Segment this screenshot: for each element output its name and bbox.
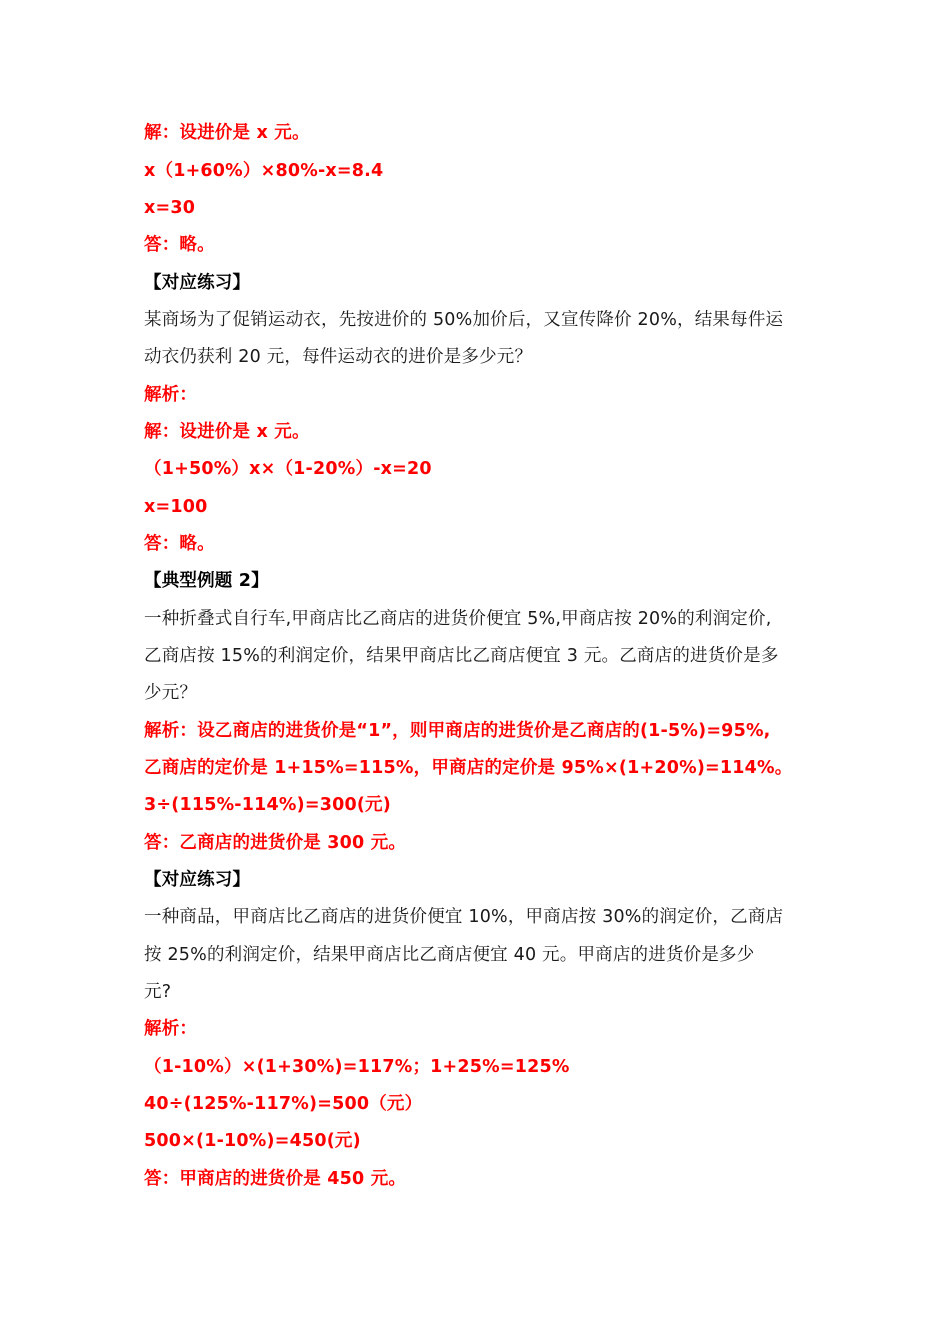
answer-line: 答：乙商店的进货价是 300 元。: [144, 833, 407, 853]
section-heading: 【对应练习】: [144, 273, 251, 293]
analysis-line: 乙商店的定价是 1+15%=115%，甲商店的定价是 95%×(1+20%)=114%。: [144, 758, 793, 778]
equation-line: 500×(1-10%)=450(元): [144, 1131, 361, 1151]
problem-text: 元?: [144, 982, 172, 1002]
problem-text: 按 25%的利润定价，结果甲商店比乙商店便宜 40 元。甲商店的进货价是多少: [144, 945, 755, 965]
result-line: x=30: [144, 198, 196, 218]
analysis-label: 解析：: [144, 1019, 198, 1039]
answer-line: 答：甲商店的进货价是 450 元。: [144, 1169, 407, 1189]
section-heading: 【典型例题 2】: [144, 571, 269, 591]
solution-line: 解：设进价是 x 元。: [144, 123, 310, 143]
answer-line: 答：略。: [144, 235, 215, 255]
equation-line: （1+50%）x×（1-20%）-x=20: [144, 459, 432, 479]
result-line: x=100: [144, 497, 208, 517]
problem-text: 乙商店按 15%的利润定价，结果甲商店比乙商店便宜 3 元。乙商店的进货价是多: [144, 646, 779, 666]
equation-line: 3÷(115%-114%)=300(元): [144, 795, 391, 815]
equation-line: x（1+60%）×80%-x=8.4: [144, 161, 384, 181]
solution-line: 解：设进价是 x 元。: [144, 422, 310, 442]
problem-text: 少元？: [144, 683, 198, 703]
equation-line: 40÷(125%-117%)=500（元）: [144, 1094, 423, 1114]
analysis-line: 解析：设乙商店的进货价是“1”，则甲商店的进货价是乙商店的(1-5%)=95%,: [144, 721, 771, 741]
problem-text: 动衣仍获利 20 元，每件运动衣的进价是多少元？: [144, 347, 533, 367]
equation-line: （1-10%）×(1+30%)=117%；1+25%=125%: [144, 1057, 570, 1077]
problem-text: 某商场为了促销运动衣，先按进价的 50%加价后，又宣传降价 20%，结果每件运: [144, 310, 784, 330]
analysis-label: 解析：: [144, 385, 198, 405]
problem-text: 一种商品，甲商店比乙商店的进货价便宜 10%，甲商店按 30%的润定价，乙商店: [144, 907, 784, 927]
answer-line: 答：略。: [144, 534, 215, 554]
problem-text: 一种折叠式自行车,甲商店比乙商店的进货价便宜 5%,甲商店按 20%的利润定价,: [144, 609, 772, 629]
section-heading: 【对应练习】: [144, 870, 251, 890]
